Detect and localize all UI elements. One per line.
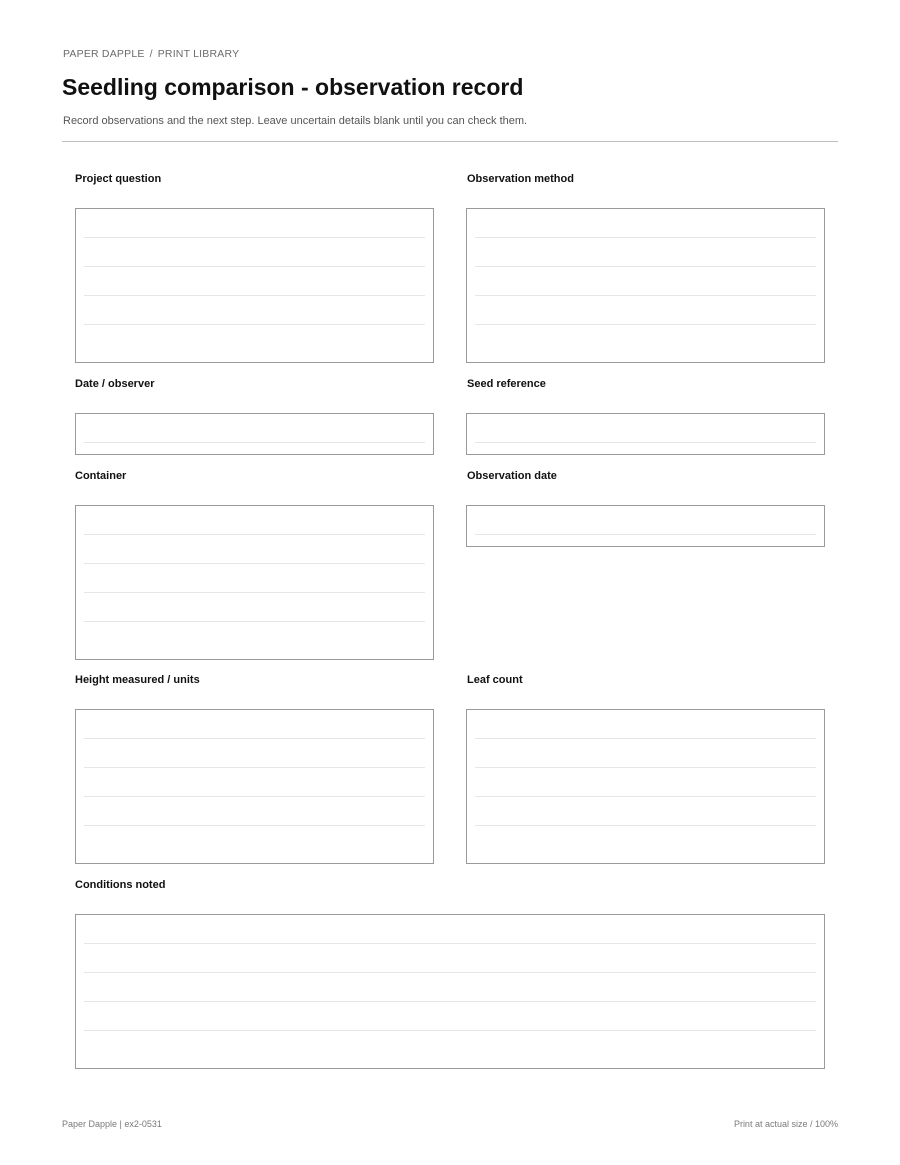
writing-line — [84, 943, 816, 944]
height-units-label: Height measured / units — [75, 674, 200, 686]
seed-reference-label: Seed reference — [467, 378, 546, 390]
writing-line — [84, 266, 425, 267]
writing-line — [84, 237, 425, 238]
writing-line — [475, 324, 816, 325]
page-title: Seedling comparison - observation record — [62, 74, 524, 100]
project-question-label: Project question — [75, 173, 162, 185]
writing-line — [475, 237, 816, 238]
footer-document-id: Paper Dapple | ex2-0531 — [62, 1119, 162, 1129]
writing-line — [84, 767, 425, 768]
height-units-field[interactable] — [75, 709, 434, 864]
writing-line — [475, 442, 816, 443]
conditions-noted-field[interactable] — [75, 914, 825, 1069]
writing-line — [84, 1030, 816, 1031]
observation-date-label: Observation date — [467, 470, 557, 482]
observation-method-label: Observation method — [467, 173, 574, 185]
writing-line — [84, 621, 425, 622]
writing-line — [84, 563, 425, 564]
writing-line — [475, 534, 816, 535]
date-observer-field[interactable] — [75, 413, 434, 455]
writing-line — [84, 972, 816, 973]
writing-line — [475, 295, 816, 296]
seed-reference-field[interactable] — [466, 413, 825, 455]
writing-line — [84, 796, 425, 797]
writing-line — [84, 534, 425, 535]
writing-line — [475, 266, 816, 267]
leaf-count-label: Leaf count — [467, 674, 523, 686]
writing-line — [475, 767, 816, 768]
writing-line — [84, 324, 425, 325]
breadcrumb — [63, 48, 239, 60]
writing-line — [84, 825, 425, 826]
writing-line — [475, 738, 816, 739]
footer-print-note: Print at actual size / 100% — [733, 1119, 838, 1129]
leaf-count-field[interactable] — [466, 709, 825, 864]
writing-line — [475, 825, 816, 826]
conditions-noted-label: Conditions noted — [75, 879, 166, 891]
observation-method-field[interactable] — [466, 208, 825, 363]
breadcrumb-section: PRINT LIBRARY — [157, 48, 240, 60]
date-observer-label: Date / observer — [75, 378, 155, 390]
writing-line — [84, 295, 425, 296]
writing-line — [84, 1001, 816, 1002]
writing-line — [475, 796, 816, 797]
container-field[interactable] — [75, 505, 434, 660]
project-question-field[interactable] — [75, 208, 434, 363]
container-label: Container — [75, 470, 127, 482]
header-divider — [62, 141, 838, 142]
breadcrumb-brand: PAPER DAPPLE — [63, 48, 145, 60]
writing-line — [84, 592, 425, 593]
writing-line — [84, 442, 425, 443]
breadcrumb-separator: / — [149, 48, 153, 60]
writing-line — [84, 738, 425, 739]
page-subtitle: Record observations and the next step. Leave uncertain details blank until you can check them. — [63, 115, 528, 127]
observation-date-field[interactable] — [466, 505, 825, 547]
